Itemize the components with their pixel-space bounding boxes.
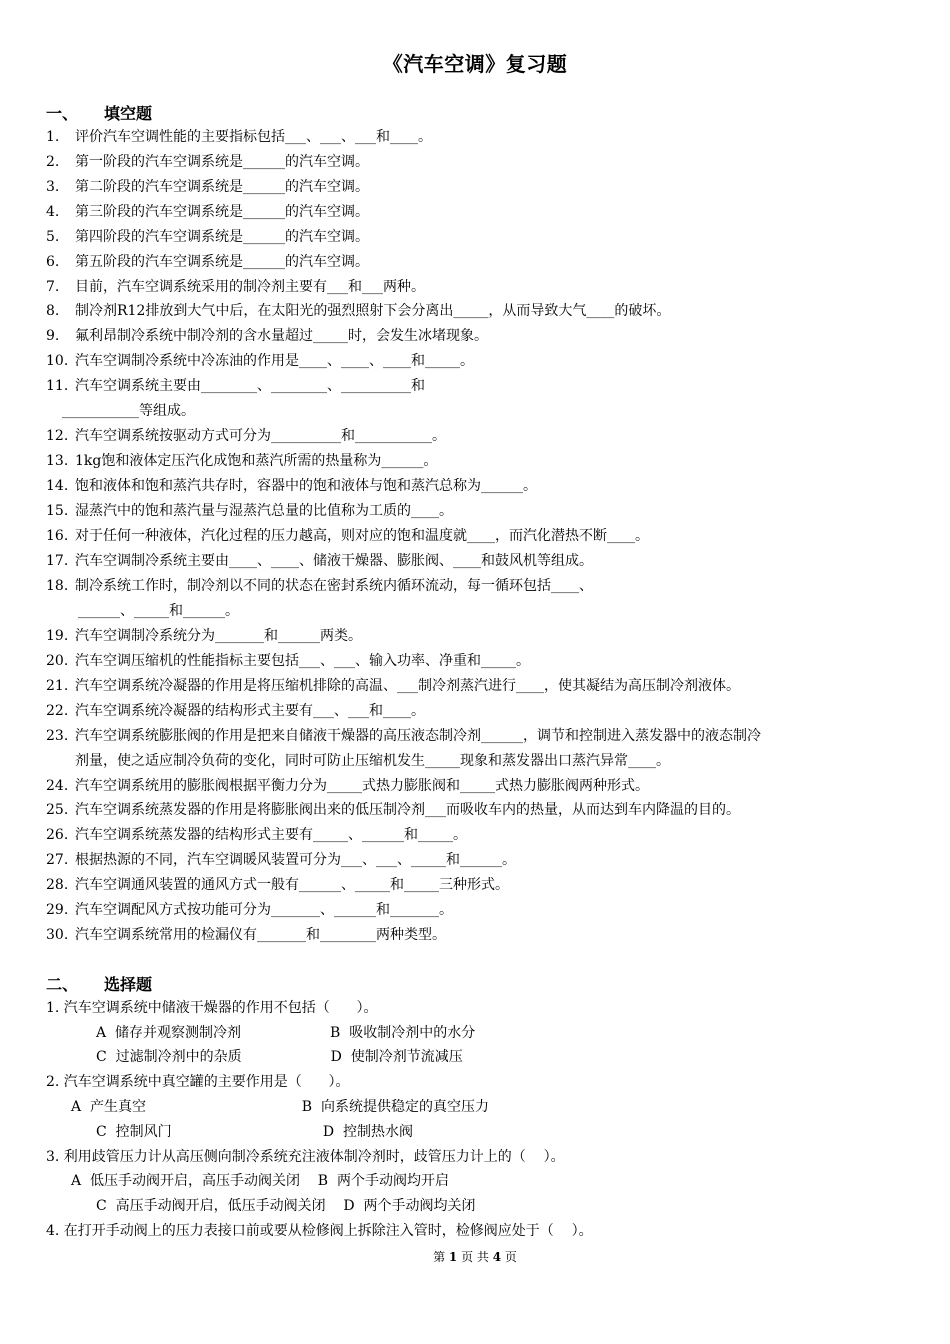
question-item <box>46 477 537 495</box>
choice-options-row: C 过滤制冷剂中的杂质 D 使制冷剂节流减压 <box>96 1049 463 1065</box>
question-number: 17. <box>46 553 69 569</box>
question-text: 1kg饱和液体定压汽化成饱和蒸汽所需的热量称为______。 <box>75 453 438 469</box>
question-text: 第四阶段的汽车空调系统是______的汽车空调。 <box>75 229 369 245</box>
question-item <box>46 777 649 795</box>
question-text: 目前，汽车空调系统采用的制冷剂主要有___和___两种。 <box>75 279 425 295</box>
question-text: 汽车空调通风装置的通风方式一般有______、_____和_____三种形式。 <box>75 877 509 893</box>
question-item <box>46 128 432 146</box>
question-item <box>46 727 761 745</box>
question-text: 湿蒸汽中的饱和蒸汽量与湿蒸汽总量的比值称为工质的____。 <box>75 503 453 519</box>
question-text: 汽车空调系统主要由________、________、__________和 <box>75 378 425 394</box>
choice-options-row: C 高压手动阀开启，低压手动阀关闭 D 两个手动阀均关闭 <box>96 1198 476 1214</box>
question-item <box>46 627 362 645</box>
question-continuation <box>62 402 195 420</box>
question-number: 7. <box>46 279 60 295</box>
question-text: 对于任何一种液体，汽化过程的压力越高，则对应的饱和温度就____，而汽化潜热不断____。 <box>75 528 649 544</box>
question-item <box>46 278 425 296</box>
question-text: 根据热源的不同，汽车空调暖风装置可分为___、___、_____和______。 <box>75 852 516 868</box>
question-item <box>46 203 369 221</box>
question-text: ___________等组成。 <box>62 403 195 419</box>
question-number: 8. <box>46 303 60 319</box>
page-total: 4 <box>492 1250 502 1264</box>
question-item <box>46 801 740 819</box>
section-title: 选择题 <box>104 975 153 994</box>
question-text: 汽车空调系统膨胀阀的作用是把来自储液干燥器的高压液态制冷剂______，调节和控制进入蒸发器中的液态制冷 <box>75 728 761 744</box>
question-item <box>46 153 369 171</box>
question-continuation <box>78 602 239 620</box>
question-number: 21. <box>46 678 69 694</box>
question-item <box>46 702 425 720</box>
question-number: 13. <box>46 453 69 469</box>
question-number: 19. <box>46 628 69 644</box>
question-item <box>46 178 369 196</box>
question-item <box>46 253 369 271</box>
question-text: 氟利昂制冷系统中制冷剂的含水量超过_____时，会发生冰堵现象。 <box>75 328 488 344</box>
question-number: 2. <box>46 154 60 170</box>
question-number: 3. <box>46 179 60 195</box>
question-item <box>46 901 453 919</box>
page-title: 《汽车空调》复习题 <box>382 52 568 76</box>
section-number: 一、 <box>46 104 79 123</box>
question-text: 汽车空调系统按驱动方式可分为__________和___________。 <box>75 428 446 444</box>
page-number: 1 <box>448 1250 458 1264</box>
question-item <box>46 577 593 595</box>
question-text: 汽车空调制冷系统分为_______和______两类。 <box>75 628 362 644</box>
question-text: 第三阶段的汽车空调系统是______的汽车空调。 <box>75 204 369 220</box>
question-text: 汽车空调系统冷凝器的作用是将压缩机排除的高温、___制冷剂蒸汽进行____，使其凝结为高压制冷剂液体。 <box>75 678 740 694</box>
section-number: 二、 <box>46 975 79 994</box>
choice-question: 1. 汽车空调系统中储液干燥器的作用不包括（ ）。 <box>46 1000 378 1016</box>
question-number: 1. <box>46 129 60 145</box>
question-text: ______、_____和______。 <box>78 603 239 619</box>
section-heading-fill-in <box>46 101 152 124</box>
question-text: 汽车空调配风方式按功能可分为_______、______和_______。 <box>75 902 453 918</box>
question-number: 10. <box>46 353 69 369</box>
question-text: 汽车空调系统冷凝器的结构形式主要有___、___和____。 <box>75 703 425 719</box>
question-number: 30. <box>46 927 69 943</box>
question-number: 14. <box>46 478 69 494</box>
question-text: 汽车空调系统用的膨胀阀根据平衡力分为_____式热力膨胀阀和_____式热力膨胀阀两种形式。 <box>75 778 649 794</box>
question-number: 26. <box>46 827 69 843</box>
question-item <box>46 826 467 844</box>
question-text: 汽车空调系统蒸发器的结构形式主要有_____、______和_____。 <box>75 827 467 843</box>
choice-question: 4. 在打开手动阀上的压力表接口前或要从检修阀上拆除注入管时，检修阀应处于（ ）。 <box>46 1223 593 1239</box>
question-item <box>46 228 369 246</box>
question-item <box>46 652 530 670</box>
question-item <box>46 427 446 445</box>
section-title: 填空题 <box>104 104 153 123</box>
question-item <box>46 352 474 370</box>
question-item <box>46 527 649 545</box>
question-number: 20. <box>46 653 69 669</box>
question-text: 制冷剂R12排放到大气中后，在太阳光的强烈照射下会分离出_____，从而导致大气____的破坏。 <box>75 303 671 319</box>
question-number: 16. <box>46 528 69 544</box>
question-number: 25. <box>46 802 69 818</box>
question-text: 评价汽车空调性能的主要指标包括___、___、___和____。 <box>75 129 432 145</box>
question-text: 第二阶段的汽车空调系统是______的汽车空调。 <box>75 179 369 195</box>
section-heading-multiple-choice <box>46 972 152 995</box>
question-number: 5. <box>46 229 60 245</box>
question-number: 28. <box>46 877 69 893</box>
question-item <box>46 377 425 395</box>
choice-options-row: A 产生真空 B 向系统提供稳定的真空压力 <box>71 1099 489 1115</box>
question-number: 29. <box>46 902 69 918</box>
question-number: 24. <box>46 778 69 794</box>
question-text: 汽车空调制冷系统中冷冻油的作用是____、____、____和_____。 <box>75 353 474 369</box>
question-number: 11. <box>46 378 69 394</box>
choice-question: 2. 汽车空调系统中真空罐的主要作用是（ ）。 <box>46 1074 350 1090</box>
question-item <box>46 502 453 520</box>
question-number: 23. <box>46 728 69 744</box>
question-item <box>46 327 488 345</box>
question-text: 剂量，使之适应制冷负荷的变化，同时可防止压缩机发生_____现象和蒸发器出口蒸汽异常____。 <box>75 753 670 769</box>
choice-options-row: A 低压手动阀开启，高压手动阀关闭 B 两个手动阀均开启 <box>71 1173 449 1189</box>
question-item <box>46 552 593 570</box>
question-text: 汽车空调系统常用的检漏仪有_______和________两种类型。 <box>75 927 446 943</box>
question-text: 第一阶段的汽车空调系统是______的汽车空调。 <box>75 154 369 170</box>
question-number: 27. <box>46 852 69 868</box>
choice-options-row: C 控制风门 D 控制热水阀 <box>96 1124 414 1140</box>
question-number: 18. <box>46 578 69 594</box>
question-text: 制冷系统工作时，制冷剂以不同的状态在密封系统内循环流动，每一循环包括____、 <box>75 578 593 594</box>
question-number: 9. <box>46 328 60 344</box>
page-footer <box>0 1248 950 1265</box>
question-text: 汽车空调系统蒸发器的作用是将膨胀阀出来的低压制冷剂___而吸收车内的热量，从而达到车内降温的目的。 <box>75 802 740 818</box>
question-item <box>46 876 509 894</box>
question-item <box>46 677 740 695</box>
question-number: 15. <box>46 503 69 519</box>
question-item <box>46 452 437 470</box>
footer-text: 页 <box>501 1250 517 1264</box>
question-number: 6. <box>46 254 60 270</box>
question-text: 汽车空调压缩机的性能指标主要包括___、___、输入功率、净重和_____。 <box>75 653 530 669</box>
question-number: 4. <box>46 204 60 220</box>
question-item <box>46 926 446 944</box>
choice-question: 3. 利用歧管压力计从高压侧向制冷系统充注液体制冷剂时，歧管压力计上的（ ）。 <box>46 1149 565 1165</box>
footer-text: 第 <box>433 1250 449 1264</box>
question-text: 第五阶段的汽车空调系统是______的汽车空调。 <box>75 254 369 270</box>
question-item <box>46 851 516 869</box>
question-text: 饱和液体和饱和蒸汽共存时，容器中的饱和液体与饱和蒸汽总称为______。 <box>75 478 537 494</box>
question-number: 12. <box>46 428 69 444</box>
question-item <box>46 302 670 320</box>
footer-text: 页 共 <box>457 1250 493 1264</box>
question-text: 汽车空调制冷系统主要由____、____、储液干燥器、膨胀阀、____和鼓风机等组成。 <box>75 553 593 569</box>
choice-options-row: A 储存并观察测制冷剂 B 吸收制冷剂中的水分 <box>96 1025 476 1041</box>
question-continuation <box>75 752 670 770</box>
question-number: 22. <box>46 703 69 719</box>
